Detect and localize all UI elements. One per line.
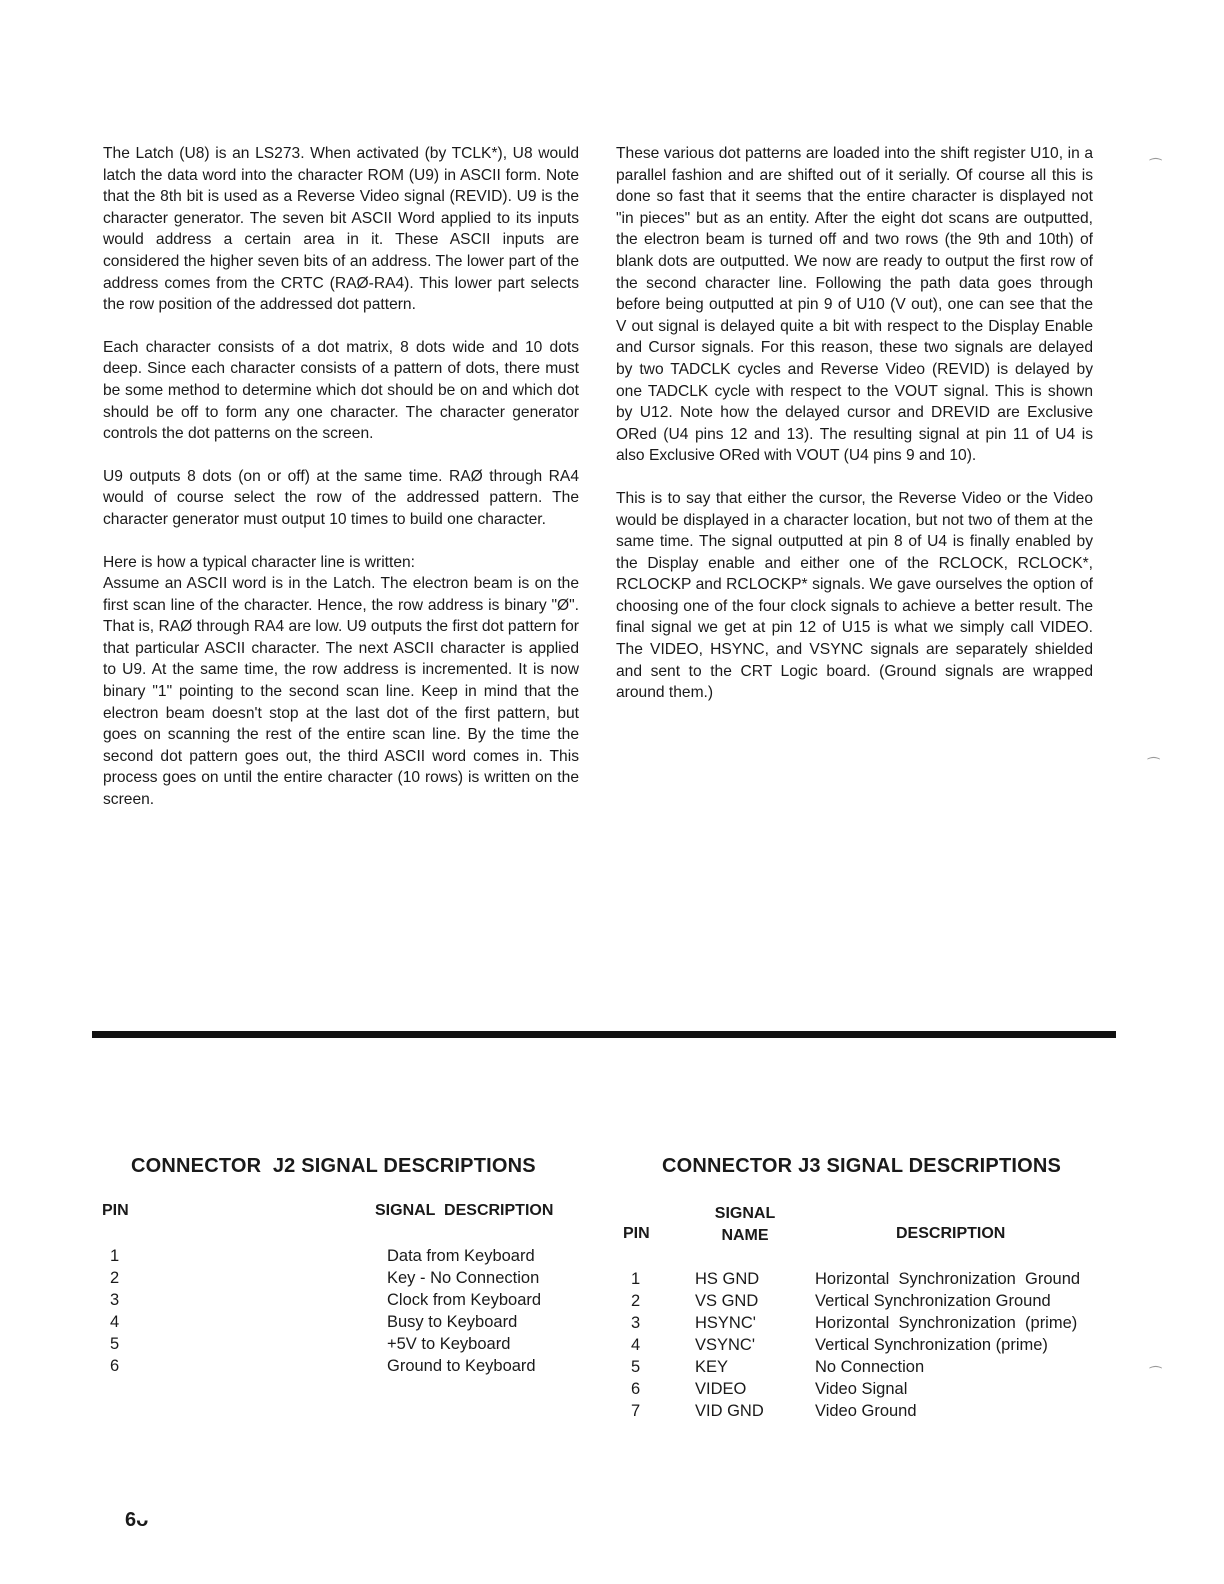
section-divider [92, 1031, 1116, 1038]
table-row [631, 1400, 1080, 1422]
j3-pin-cell: 3 [631, 1314, 641, 1332]
j3-signal-name-cell: HSYNC' [695, 1314, 756, 1332]
paragraph: Here is how a typical character line is written: [103, 553, 415, 571]
j2-description-cell: Ground to Keyboard [387, 1357, 536, 1375]
j2-pin-header: PIN [102, 1202, 129, 1219]
j2-pin-cell: 5 [110, 1335, 120, 1353]
j3-pin-cell: 5 [631, 1358, 641, 1376]
j2-pin-cell: 4 [110, 1313, 120, 1331]
j3-pin-header: PIN [623, 1225, 650, 1242]
right-text-column [616, 143, 1093, 725]
j3-description-cell: Vertical Synchronization Ground [815, 1292, 1051, 1310]
j2-pin-cell: 3 [110, 1291, 120, 1309]
margin-mark: ⁀ [1150, 158, 1162, 174]
table-row [110, 1311, 541, 1333]
j3-description-header: DESCRIPTION [896, 1225, 1006, 1242]
j2-pin-cell: 2 [110, 1269, 120, 1287]
margin-mark: ⁀ [1148, 757, 1160, 773]
margin-mark: ⁀ [1150, 1366, 1162, 1382]
j2-description-cell: Busy to Keyboard [387, 1313, 518, 1331]
paragraph: U9 outputs 8 dots (on or off) at the same time. RAØ through RA4 would of course select the row of the addressed pattern. The character generator must output 10 times to build one character. [103, 467, 579, 528]
j3-pin-cell: 1 [631, 1270, 641, 1288]
j3-pin-cell: 7 [631, 1402, 641, 1420]
paragraph: Assume an ASCII word is in the Latch. The electron beam is on the first scan line of the character. Hence, the row address is binary "Ø". That is, RAØ through RA4 are low. U9 outputs the first dot pattern for that particular ASCII character. The next ASCII character is applied to U9. At the same time, the row address is incremented. It is now binary "1" pointing to the second scan line. Keep in mind that the electron beam doesn't stop at the last dot of the first pattern, but goes on scanning the rest of the entire scan line. By the time the second dot pattern goes out, the third ASCII word comes in. This process goes on until the entire character (10 rows) is written on the screen. [103, 575, 579, 809]
j3-pin-cell: 4 [631, 1336, 641, 1354]
table-row [631, 1378, 1080, 1400]
j3-description-cell: Vertical Synchronization (prime) [815, 1336, 1048, 1354]
j2-description-header: SIGNAL DESCRIPTION [375, 1202, 554, 1219]
j3-signal-header-line2: NAME [721, 1227, 769, 1244]
table-row [631, 1268, 1080, 1290]
j2-pin-cell: 6 [110, 1357, 120, 1375]
j3-description-cell: Video Ground [815, 1402, 917, 1420]
paragraph: This is to say that either the cursor, the Reverse Video or the Video would be displayed in a character location, but not two of them at the same time. The signal outputted at pin 8 of U4 is finally enabled by the Display enable and either one of the RCLOCK, RCLOCK*, RCLOCKP and RCLOCKP* signals. We gave ourselves the option of choosing one of the four clock signals to achieve a better result. The final signal we get at pin 12 of U15 is what we simply call VIDEO. The VIDEO, HSYNC, and VSYNC signals are separately shielded and sent to the CRT Logic board. (Ground signals are wrapped around them.) [616, 489, 1093, 702]
j2-description-cell: Data from Keyboard [387, 1247, 535, 1265]
table-row [631, 1290, 1080, 1312]
table-row [110, 1333, 541, 1355]
j3-signal-name-cell: VS GND [695, 1292, 759, 1310]
j3-title: CONNECTOR J3 SIGNAL DESCRIPTIONS [662, 1155, 1062, 1177]
j3-signal-name-cell: VSYNC' [695, 1336, 755, 1354]
j3-signal-name-cell: KEY [695, 1358, 729, 1376]
j2-description-cell: +5V to Keyboard [387, 1335, 511, 1353]
j3-pin-cell: 6 [631, 1380, 641, 1398]
j2-signal-table [110, 1245, 541, 1377]
paragraph: Each character consists of a dot matrix, 8 dots wide and 10 dots deep. Since each character consists of a pattern of dots, there must be some method to determine which dot should be on and which dot should be off to form any one character. The character generator controls the dot patterns on the screen. [103, 338, 579, 443]
paragraph: These various dot patterns are loaded into the shift register U10, in a parallel fashion and are shifted out of it serially. Of course all this is done so fast that it seems that the entire character is displayed not "in pieces" but as an entity. After the eight dot scans are outputted, the electron beam is turned off and two rows (the 9th and 10th) of blank dots are outputted. We now are ready to output the first row of the second character line. Following the path data goes through before being outputted at pin 9 of U10 (V out), one can see that the V out signal is delayed quite a bit with respect to the Display Enable and Cursor signals. For this reason, these two signals are delayed by two TADCLK cycles and Reverse Video (REVID) is delayed by one TADCLK cycle with respect to the VOUT signal. This is shown by U12. Note how the delayed cursor and DREVID are Exclusive ORed (U4 pins 12 and 13). The resulting signal at pin 11 of U4 is also Exclusive ORed with VOUT (U4 pins 9 and 10). [616, 145, 1093, 465]
table-row [110, 1267, 541, 1289]
j2-title: CONNECTOR J2 SIGNAL DESCRIPTIONS [131, 1155, 536, 1177]
j3-signal-name-header [705, 1203, 785, 1247]
j3-signal-header-line1: SIGNAL [714, 1205, 776, 1222]
j3-description-cell: No Connection [815, 1358, 925, 1376]
table-row [110, 1245, 541, 1267]
table-row [631, 1334, 1080, 1356]
paragraph: The Latch (U8) is an LS273. When activated (by TCLK*), U8 would latch the data word into the character ROM (U9) in ASCII form. Note that the 8th bit is used as a Reverse Video signal (REVID). U9 is the character generator. The seven bit ASCII Word applied to its inputs would address a certain area in it. These ASCII inputs are considered the higher seven bits of an address. The lower part of the address comes from the CRTC (RAØ-RA4). This lower part selects the row position of the addressed dot pattern. [103, 145, 579, 314]
j2-description-cell: Key - No Connection [387, 1269, 540, 1287]
page-number: 6ᴗ [125, 1509, 149, 1531]
table-row [631, 1312, 1080, 1334]
j2-description-cell: Clock from Keyboard [387, 1291, 542, 1309]
table-row [110, 1355, 541, 1377]
j3-signal-name-cell: VIDEO [695, 1380, 747, 1398]
j3-description-cell: Horizontal Synchronization Ground [815, 1270, 1081, 1288]
j3-signal-table [631, 1268, 1080, 1422]
table-row [110, 1289, 541, 1311]
j3-signal-name-cell: HS GND [695, 1270, 760, 1288]
j3-description-cell: Horizontal Synchronization (prime) [815, 1314, 1078, 1332]
j2-pin-cell: 1 [110, 1247, 120, 1265]
j3-signal-name-cell: VID GND [695, 1402, 764, 1420]
j3-description-cell: Video Signal [815, 1380, 908, 1398]
j3-pin-cell: 2 [631, 1292, 641, 1310]
table-row [631, 1356, 1080, 1378]
left-text-column [103, 143, 579, 832]
